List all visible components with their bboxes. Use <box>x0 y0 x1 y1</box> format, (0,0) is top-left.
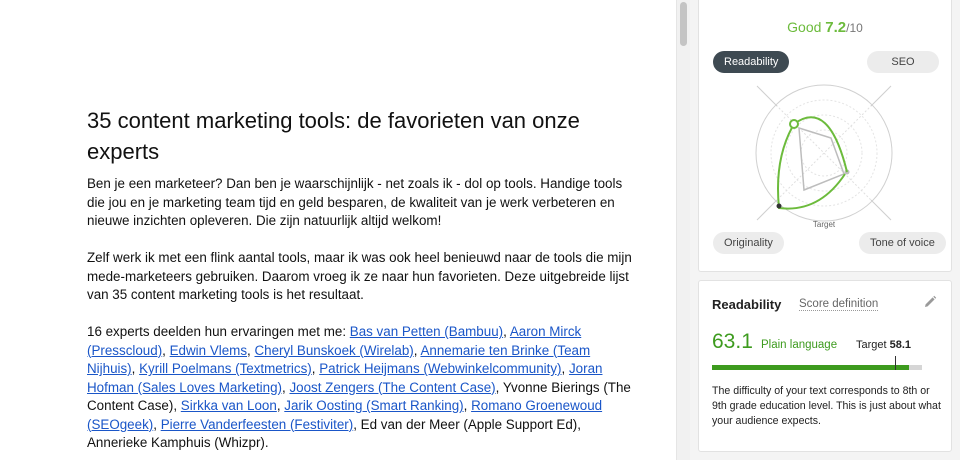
expert-link[interactable]: Bas van Petten (Bambuu) <box>349 324 504 339</box>
overall-score <box>699 19 951 36</box>
readability-card <box>698 280 952 452</box>
expert-link[interactable]: Sirkka van Loon <box>180 398 277 413</box>
expert-link[interactable]: Patrick Heijmans (Webwinkelcommunity) <box>319 361 562 376</box>
readability-title: Readability <box>712 297 782 312</box>
expert-name: Annerieke Kamphuis (Whizpr) <box>87 435 265 450</box>
target-label: Target <box>856 339 887 351</box>
expert-link[interactable]: Annemarie ten Brinke (Team Nijhuis) <box>87 342 591 376</box>
expert-link[interactable]: Romano Groenewoud (SEOgeek) <box>87 398 603 432</box>
pencil-icon[interactable] <box>923 295 937 309</box>
expert-name: Yvonne Bierings (The Content Case) <box>87 379 631 413</box>
scrollbar-thumb[interactable] <box>680 2 687 46</box>
readability-level: Plain language <box>761 339 838 351</box>
score-definition-link[interactable]: Score definition <box>799 298 879 310</box>
target-value: 58.1 <box>889 339 912 351</box>
readability-score: 63.1 <box>712 330 753 353</box>
expert-link[interactable]: Joost Zengers (The Content Case) <box>289 379 496 395</box>
tab-seo[interactable]: SEO <box>867 51 939 73</box>
score-label: Good <box>787 19 822 35</box>
document-content[interactable] <box>87 105 635 460</box>
document-title[interactable]: 35 content marketing tools: de favorieten van onze experts <box>87 108 580 164</box>
paragraph-intro[interactable]: Ben je een marketeer? Dan ben je waarschijnlijk - net zoals ik - dol op tools. Handige tools die jou en je marketing team tijd en geld besparen, de kwaliteit van je werk verbeteren en nieuwe inzichten opleveren. Die zijn natuurlijk altijd welkom! <box>87 176 623 228</box>
document-scrollbar[interactable] <box>676 0 690 460</box>
expert-link[interactable]: Edwin Vlems <box>169 342 248 358</box>
expert-link[interactable]: Aaron Mirck (Presscloud) <box>87 324 582 358</box>
paragraph-experts[interactable] <box>87 323 635 453</box>
tab-tone-of-voice[interactable]: Tone of voice <box>859 232 946 254</box>
score-card <box>698 0 952 272</box>
expert-link[interactable]: Pierre Vanderfeesten (Festiviter) <box>160 416 354 432</box>
expert-link[interactable]: Cheryl Bunskoek (Wirelab) <box>254 342 414 358</box>
score-value: 7.2 <box>825 19 847 36</box>
readability-progress-bar <box>712 365 922 370</box>
tab-originality[interactable]: Originality <box>713 232 784 254</box>
analysis-panel <box>690 0 960 460</box>
score-radar-chart <box>749 78 899 233</box>
tab-readability[interactable]: Readability <box>713 51 789 73</box>
experts-list: Bas van Petten (Bambuu), Aaron Mirck (Presscloud), Edwin Vlems, Cheryl Bunskoek (Wirelab), Annemarie ten Brinke (Team Nijhuis), Kyrill Poelmans (Textmetrics), Patrick Heijmans (Webwinkelcommunity), Joran Hofman (Sales Loves Marketing), Joost Zengers (The Content Case), Yvonne Bierings (The Content Case), Sirkka van Loon, Jarik Oosting (Smart Ranking), Romano Groenewoud (SEOgeek), Pierre Vanderfeesten (Festiviter), Ed van der Meer (Apple Support Ed), Annerieke Kamphuis (Whizpr). <box>87 324 631 450</box>
readability-target-marker <box>895 356 896 370</box>
expert-name: Ed van der Meer (Apple Support Ed) <box>360 416 578 432</box>
readability-description: The difficulty of your text corresponds to 8th or 9th grade education level. This is just about what your audience expects. <box>712 385 941 427</box>
expert-link[interactable]: Kyrill Poelmans (Textmetrics) <box>139 361 312 376</box>
expert-link[interactable]: Jarik Oosting (Smart Ranking) <box>284 398 464 413</box>
readability-progress-fill <box>712 365 909 370</box>
score-denominator: /10 <box>846 21 863 35</box>
readability-target <box>856 339 911 351</box>
paragraph-tools[interactable]: Zelf werk ik met een flink aantal tools, maar ik was ook heel benieuwd naar de tools die mijn mede-marketeers gebruiken. Daarom vroeg ik ze naar hun favorieten. Deze uitgebreide lijst van 35 content marketing tools is het resultaat. <box>87 250 632 302</box>
radar-target-label: Target <box>812 220 836 229</box>
expert-link[interactable]: Joran Hofman (Sales Loves Marketing) <box>87 361 603 395</box>
experts-intro: 16 experts deelden hun ervaringen met me: <box>87 324 350 339</box>
radar-grid <box>756 85 892 221</box>
